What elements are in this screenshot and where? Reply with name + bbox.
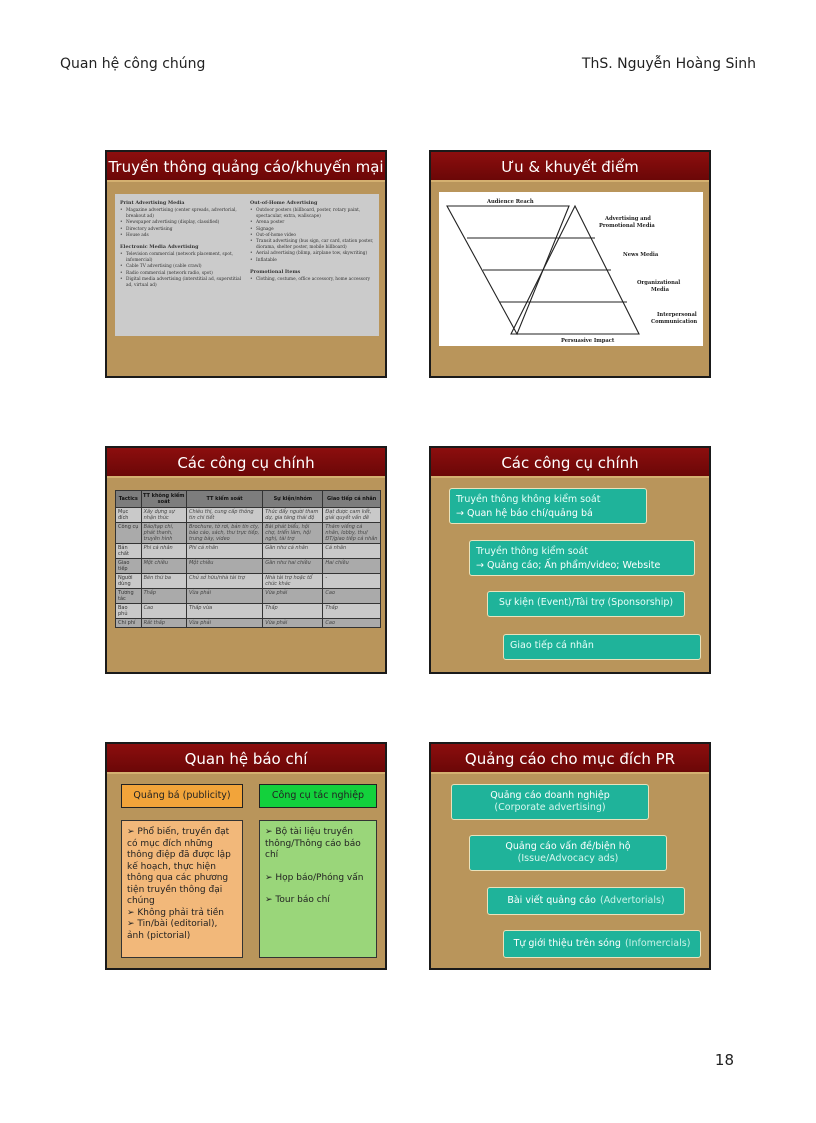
- media-item: • House ads: [120, 233, 244, 239]
- table-header-cell: TT không kiểm soát: [141, 491, 186, 508]
- ad-label: Bài viết quảng cáo: [507, 895, 596, 906]
- table-cell: Cao: [323, 619, 381, 628]
- label-organizational-1: Organizational: [637, 280, 681, 286]
- media-group-list: [120, 208, 244, 239]
- table-cell: Thấp: [323, 604, 381, 619]
- media-item: • Radio commercial (network radio, spot): [120, 271, 244, 277]
- slide-advertising-media: [105, 150, 387, 378]
- table-cell: Vừa phải: [186, 619, 262, 628]
- media-item: • Outdoor posters (billboard, poster, rotary paint, spectacular, extra, wallscape): [250, 208, 374, 220]
- table-cell: Cá nhân: [323, 544, 381, 559]
- table-header-cell: Sự kiện/nhóm: [263, 491, 323, 508]
- list-item: ➢ Tin/bài (editorial), ảnh (pictorial): [127, 919, 218, 941]
- media-item: • Out-of-home video: [250, 233, 374, 239]
- pyramid-diagram: [439, 192, 703, 346]
- tool-controlled-media: [469, 540, 695, 576]
- slide-pros-cons: [429, 150, 711, 378]
- media-item: • Aerial advertising (blimp, airplane tow, skywriting): [250, 251, 374, 257]
- table-cell: Thấp vừa: [186, 604, 262, 619]
- table-cell: Vừa phải: [263, 589, 323, 604]
- tool-label: Truyền thông kiểm soát: [476, 546, 589, 557]
- slide-main-tools: [429, 446, 711, 674]
- operational-tools-heading: Công cụ tác nghiệp: [259, 784, 377, 808]
- table-row: [116, 619, 381, 628]
- slide-title: Ưu & khuyết điểm: [431, 152, 709, 182]
- tool-sub-label: → Quảng cáo; Ấn phẩm/video; Website: [476, 560, 661, 571]
- label-news-media: News Media: [623, 252, 659, 258]
- list-spacer: [265, 862, 371, 873]
- publicity-list: [121, 820, 243, 958]
- table-row-header: Công cụ: [116, 523, 142, 544]
- table-cell: Phi cá nhân: [186, 544, 262, 559]
- ad-sub-label: (Issue/Advocacy ads): [517, 853, 619, 864]
- infomercials-box: [503, 930, 701, 958]
- table-row: [116, 544, 381, 559]
- label-interpersonal-2: Communication: [651, 319, 698, 325]
- table-row: [116, 604, 381, 619]
- media-item: • Inflatable: [250, 258, 374, 264]
- media-item: • Magazine advertising (center spreads, advertorial, breakout ad): [120, 208, 244, 220]
- list-item: ➢ Phổ biến, truyền đạt có mục đích những thông điệp đã được lập kế hoạch, thực hiện thông qua các phương tiện truyền thông đại chúng: [127, 827, 231, 906]
- slide-press-relations: [105, 742, 387, 970]
- table-cell: Thúc đẩy người tham dự, gia tăng thái độ: [263, 508, 323, 523]
- media-item: • Television commercial (network placement, spot, infomercial): [120, 252, 244, 264]
- ad-label: Quảng cáo vấn đề/biện hộ: [505, 841, 631, 852]
- tool-events-sponsorship: Sự kiện (Event)/Tài trợ (Sponsorship): [487, 591, 685, 617]
- table-cell: Đạt được cam kết, giải quyết vấn đề: [323, 508, 381, 523]
- tools-table: [115, 490, 381, 628]
- slide-title: Quan hệ báo chí: [107, 744, 385, 774]
- table-cell: Phi cá nhân: [141, 544, 186, 559]
- label-advertising-2: Promotional Media: [599, 223, 655, 229]
- table-cell: Nhà tài trợ hoặc tổ chức khác: [263, 574, 323, 589]
- table-cell: Thăm viếng cá nhân, lobby, thư/ĐT/giao tiếp cá nhân: [323, 523, 381, 544]
- page-header-right: ThS. Nguyễn Hoàng Sinh: [581, 56, 756, 72]
- table-row-header: Người dùng: [116, 574, 142, 589]
- tool-personal-communication: Giao tiếp cá nhân: [503, 634, 701, 660]
- table-cell: Rất thấp: [141, 619, 186, 628]
- media-group-list: [250, 208, 374, 264]
- issue-advocacy-box: [469, 835, 667, 871]
- label-advertising-1: Advertising and: [605, 216, 651, 222]
- table-cell: Chiêu thị, cung cấp thông tin chi tiết: [186, 508, 262, 523]
- table-row: [116, 508, 381, 523]
- page-number: 18: [714, 1051, 734, 1069]
- media-group-heading: Electronic Media Advertising: [120, 244, 199, 251]
- list-item: ➢ Tour báo chí: [265, 895, 330, 905]
- table-row: [116, 559, 381, 574]
- table-cell: Vừa phải: [186, 589, 262, 604]
- table-cell: Gần như hai chiều: [263, 559, 323, 574]
- table-cell: Thấp: [263, 604, 323, 619]
- label-organizational-2: Media: [651, 287, 670, 293]
- media-item: • Digital media advertising (interstitial ad, superstitial ad, virtual ad): [120, 277, 244, 289]
- table-row-header: Mục đích: [116, 508, 142, 523]
- slide-title: Truyền thông quảng cáo/khuyến mại: [107, 152, 385, 182]
- table-cell: Hai chiều: [323, 559, 381, 574]
- advertorials-box: [487, 887, 685, 915]
- pyramid-svg: [439, 192, 703, 346]
- slide-main-tools-table: [105, 446, 387, 674]
- ad-label: Tự giới thiệu trên sóng: [513, 938, 621, 949]
- ad-label: Quảng cáo doanh nghiệp: [490, 790, 610, 801]
- table-cell: Gần như cá nhân: [263, 544, 323, 559]
- media-group-heading: Promotional Items: [250, 268, 301, 275]
- table-cell: Bên thứ ba: [141, 574, 186, 589]
- media-list: [115, 194, 379, 336]
- tool-sub-label: → Quan hệ báo chí/quảng bá: [456, 508, 593, 519]
- table-cell: Một chiều: [186, 559, 262, 574]
- table-row-header: Bản chất: [116, 544, 142, 559]
- ad-sub-label: (Corporate advertising): [494, 802, 606, 813]
- table-header-cell: Giao tiếp cá nhân: [323, 491, 381, 508]
- slide-title: Quảng cáo cho mục đích PR: [431, 744, 709, 774]
- slide-title: Các công cụ chính: [431, 448, 709, 478]
- label-audience-reach: Audience Reach: [487, 199, 534, 205]
- publicity-heading: Quảng bá (publicity): [121, 784, 243, 808]
- table-cell: Xây dựng sự nhận thức: [141, 508, 186, 523]
- media-item: • Cable TV advertising (cable crawl): [120, 264, 244, 270]
- table-row-header: Tương tác: [116, 589, 142, 604]
- media-item: • Arena poster: [250, 220, 374, 226]
- table-cell: Bài phát biểu, hội chợ, triển lãm, hội nghị, tài trợ: [263, 523, 323, 544]
- table-cell: Brochure, tờ rơi, bản tin cty, báo cáo, sách, thư trực tiếp, trưng bày, video: [186, 523, 262, 544]
- ad-sub-label: (Advertorials): [600, 895, 665, 906]
- operational-tools-list: [259, 820, 377, 958]
- table-cell: Một chiều: [141, 559, 186, 574]
- table-header-cell: Tactics: [116, 491, 142, 508]
- ad-sub-label: (Infomercials): [624, 938, 691, 949]
- table-cell: Cao: [323, 589, 381, 604]
- media-group-list: [120, 252, 244, 289]
- table-cell: Chủ sở hữu/nhà tài trợ: [186, 574, 262, 589]
- table-row-header: Bao phủ: [116, 604, 142, 619]
- media-item: • Signage: [250, 227, 374, 233]
- table-header-cell: TT kiểm soát: [186, 491, 262, 508]
- media-item: • Newspaper advertising (display, classified): [120, 220, 244, 226]
- media-group-heading: Out-of-Home Advertising: [250, 200, 318, 206]
- table-row: [116, 574, 381, 589]
- list-item: ➢ Bộ tài liệu truyền thông/Thông cáo báo chí: [265, 827, 361, 860]
- list-item: ➢ Không phải trả tiền: [127, 907, 224, 918]
- tool-uncontrolled-media: [449, 488, 647, 524]
- slide-advertising-for-pr: [429, 742, 711, 970]
- table-row-header: Giao tiếp: [116, 559, 142, 574]
- media-column-left: [120, 200, 244, 330]
- media-column-right: [250, 200, 374, 330]
- label-persuasive-impact: Persuasive Impact: [561, 338, 615, 344]
- table-cell: Báo/tạp chí, phát thanh, truyền hình: [141, 523, 186, 544]
- list-item: ➢ Họp báo/Phóng vấn: [265, 872, 364, 883]
- media-item: • Transit advertising (bus sign, car card, station poster, diorama, shelter poster, mobile billboard): [250, 239, 374, 251]
- slide-title: Các công cụ chính: [107, 448, 385, 478]
- table-row: [116, 523, 381, 544]
- table-cell: Vừa phải: [263, 619, 323, 628]
- corporate-advertising-box: [451, 784, 649, 820]
- table-row-header: Chi phí: [116, 619, 142, 628]
- table-cell: Cao: [141, 604, 186, 619]
- media-group-list: [250, 277, 374, 283]
- table-row: [116, 589, 381, 604]
- media-group-heading: Print Advertising Media: [120, 200, 185, 206]
- media-item: • Directory advertising: [120, 227, 244, 233]
- page-header-left: Quan hệ công chúng: [60, 56, 206, 72]
- list-spacer: [265, 884, 371, 895]
- tool-label: Truyền thông không kiểm soát: [456, 494, 601, 505]
- table-cell: Thấp: [141, 589, 186, 604]
- label-interpersonal-1: Interpersonal: [657, 312, 697, 318]
- table-header-row: [116, 491, 381, 508]
- media-item: • Clothing, costume, office accessory, home accessory: [250, 277, 374, 283]
- table-cell: -: [323, 574, 381, 589]
